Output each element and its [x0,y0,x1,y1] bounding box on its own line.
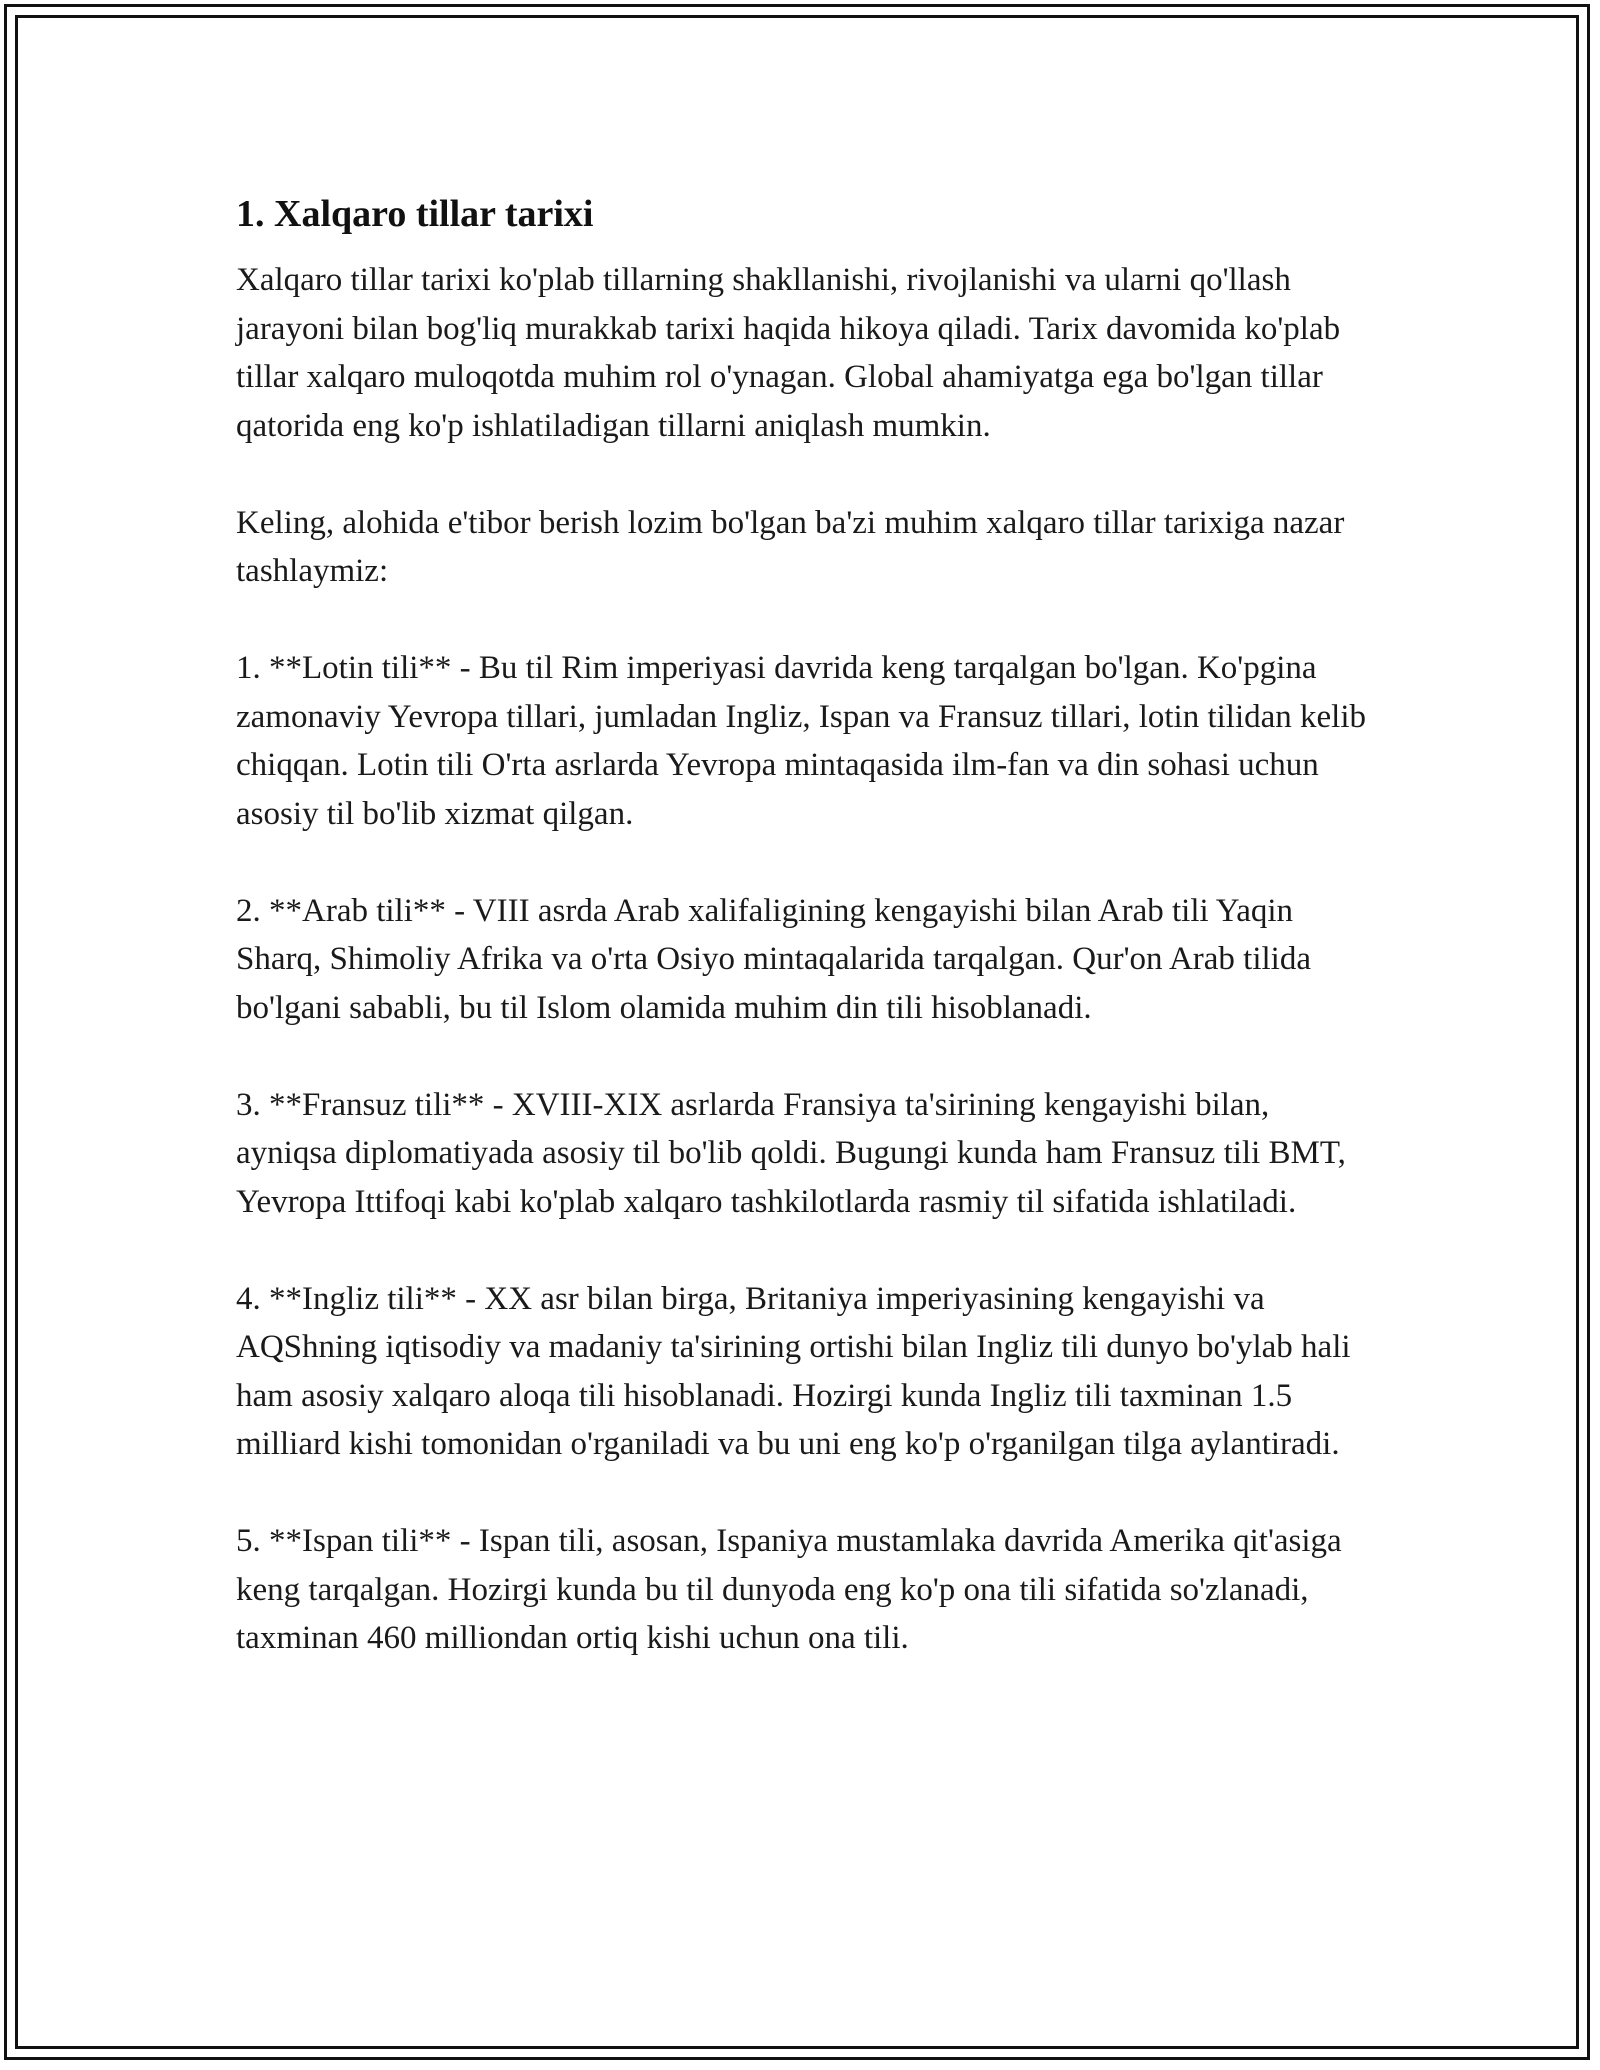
document-body [236,186,1376,1711]
list-item-spanish: 5. **Ispan tili** - Ispan tili, asosan, Ispaniya mustamlaka davrida Amerika qit'asiga keng tarqalgan. Hozirgi kunda bu til dunyoda eng ko'p ona tili sifatida so'zlanadi, taxminan 460 milliondan ortiq kishi uchun ona tili. [236,1523,1342,1656]
list-item-french: 3. **Fransuz tili** - XVIII-XIX asrlarda Fransiya ta'sirining kengayishi bilan, ayniqsa diplomatiyada asosiy til bo'lib qoldi. Bugungi kunda ham Fransuz tili BMT, Yevropa Ittifoqi kabi ko'plab xalqaro tashkilotlarda rasmiy til sifatida ishlatiladi. [236,1086,1346,1220]
list-item-latin: 1. **Lotin tili** - Bu til Rim imperiyasi davrida keng tarqalgan bo'lgan. Ko'pgina zamonaviy Yevropa tillari, jumladan Ingliz, Ispan va Fransuz tillari, lotin tilidan kelib chiqqan. Lotin tili O'rta asrlarda Yevropa mintaqasida ilm-fan va din sohasi uchun asosiy til bo'lib xizmat qilgan. [236,650,1367,832]
lead-in-paragraph: Keling, alohida e'tibor berish lozim bo'lgan ba'zi muhim xalqaro tillar tarixiga nazar tashlaymiz: [236,504,1345,589]
section-heading: 1. Xalqaro tillar tarixi [236,193,594,235]
intro-paragraph: Xalqaro tillar tarixi ko'plab tillarning shakllanishi, rivojlanishi va ularni qo'llash jarayoni bilan bog'liq murakkab tarixi haqida hikoya qiladi. Tarix davomida ko'plab tillar xalqaro muloqotda muhim rol o'ynagan. Global ahamiyatga ega bo'lgan tillar qatorida eng ko'p ishlatiladigan tillarni aniqlash mumkin. [236,262,1341,444]
list-item-english: 4. **Ingliz tili** - XX asr bilan birga, Britaniya imperiyasining kengayishi va AQShning iqtisodiy va madaniy ta'sirining ortishi bilan Ingliz tili dunyo bo'ylab hali ham asosiy xalqaro aloqa tili hisoblanadi. Hozirgi kunda Ingliz tili taxminan 1.5 milliard kishi tomonidan o'rganiladi va bu uni eng ko'p o'rganilgan tilga aylantiradi. [236,1280,1351,1462]
list-item-arabic: 2. **Arab tili** - VIII asrda Arab xalifaligining kengayishi bilan Arab tili Yaqin Sharq, Shimoliy Afrika va o'rta Osiyo mintaqalarida tarqalgan. Qur'on Arab tilida bo'lgani sababli, bu til Islom olamida muhim din tili hisoblanadi. [236,892,1311,1026]
